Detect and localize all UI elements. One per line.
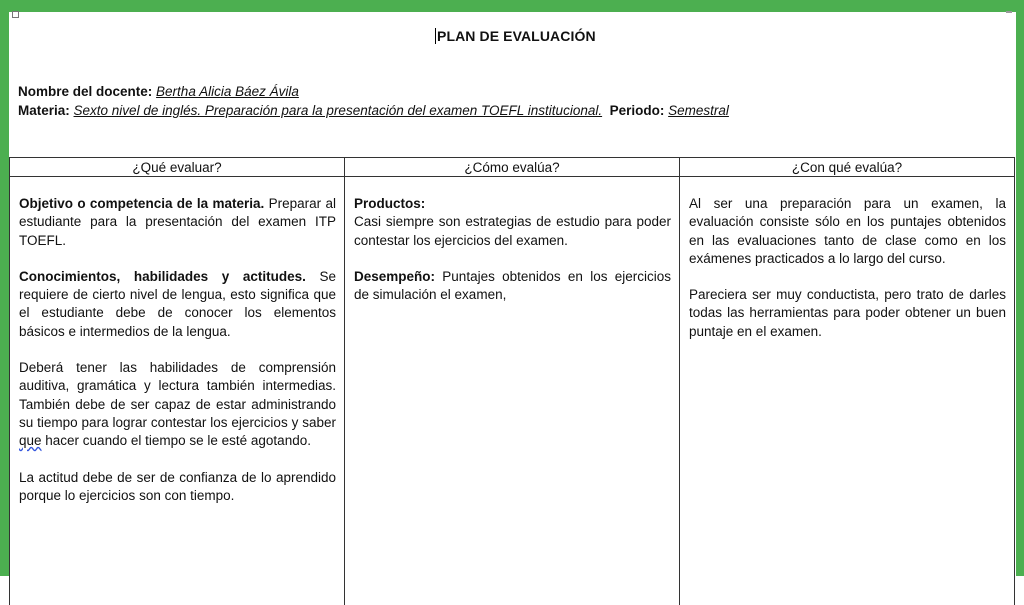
teacher-label: Nombre del docente:	[18, 84, 152, 99]
window-left-border	[0, 0, 9, 576]
table-header-row	[10, 158, 1015, 177]
margin-marker-icon	[1006, 11, 1012, 13]
cell-como-evalua[interactable]	[345, 177, 680, 605]
spellcheck-word[interactable]: que	[19, 433, 42, 448]
skills-paragraph	[19, 359, 336, 450]
window-top-bar	[0, 0, 1024, 12]
title-text: PLAN DE EVALUACIÓN	[437, 28, 596, 44]
performance-block	[354, 268, 671, 305]
knowledge-heading: Conocimientos, habilidades y actitudes.	[19, 269, 306, 284]
objective-block	[19, 195, 336, 250]
products-block	[354, 195, 671, 250]
evaluation-paragraph-1: Al ser una preparación para un examen, la evaluación consiste sólo en los puntajes obtenidos en las evaluaciones tanto de clase como en los exámenes practicados a lo largo del curso.	[689, 195, 1006, 268]
document-title	[435, 28, 596, 44]
subject-label: Materia:	[18, 103, 70, 118]
teacher-value: Bertha Alicia Báez Ávila	[156, 84, 299, 99]
cell-con-que-evalua[interactable]	[680, 177, 1015, 605]
knowledge-block	[19, 268, 336, 341]
cell-que-evaluar[interactable]	[10, 177, 345, 605]
period-value: Semestral	[668, 103, 729, 118]
objective-heading: Objetivo o competencia de la materia.	[19, 196, 264, 211]
attitude-paragraph: La actitud debe de ser de confianza de lo aprendido porque lo ejercicios son con tiempo.	[19, 469, 336, 506]
table-move-handle-icon[interactable]	[12, 11, 19, 18]
subject-line	[18, 103, 729, 118]
performance-heading: Desempeño:	[354, 269, 435, 284]
text-cursor	[435, 28, 436, 44]
performance-text: Puntajes obtenidos en los ejercicios de simulación el examen,	[354, 269, 671, 302]
header-como-evalua: ¿Cómo evalúa?	[345, 158, 680, 177]
teacher-line	[18, 84, 299, 99]
evaluation-table	[9, 157, 1015, 605]
header-con-que-evalua: ¿Con qué evalúa?	[680, 158, 1015, 177]
period-label: Periodo:	[610, 103, 665, 118]
products-text: Casi siempre son estrategias de estudio para poder contestar los ejercicios del examen.	[354, 214, 671, 247]
window-right-border	[1016, 0, 1024, 576]
table-row	[10, 177, 1015, 605]
evaluation-paragraph-2: Pareciera ser muy conductista, pero trato de darles todas las herramientas para poder obtener un buen puntaje en el examen.	[689, 286, 1006, 341]
document-page[interactable]	[9, 12, 1016, 576]
subject-value: Sexto nivel de inglés. Preparación para la presentación del examen TOEFL institucional.	[74, 103, 603, 118]
knowledge-text: Se requiere de cierto nivel de lengua, esto significa que el estudiante debe de conocer los elementos básicos e intermedios de la lengua.	[19, 269, 336, 339]
header-que-evaluar: ¿Qué evaluar?	[10, 158, 345, 177]
skills-text-a: Deberá tener las habilidades de comprensión auditiva, gramática y lectura también intermedias. También debe de ser capaz de estar administrando su tiempo para lograr contestar los ejercicios y saber	[19, 360, 336, 430]
objective-text: Preparar al estudiante para la presentación del examen ITP TOEFL.	[19, 196, 336, 248]
products-heading: Productos:	[354, 196, 425, 211]
skills-text-c: hacer cuando el tiempo se le esté agotando.	[42, 433, 311, 448]
